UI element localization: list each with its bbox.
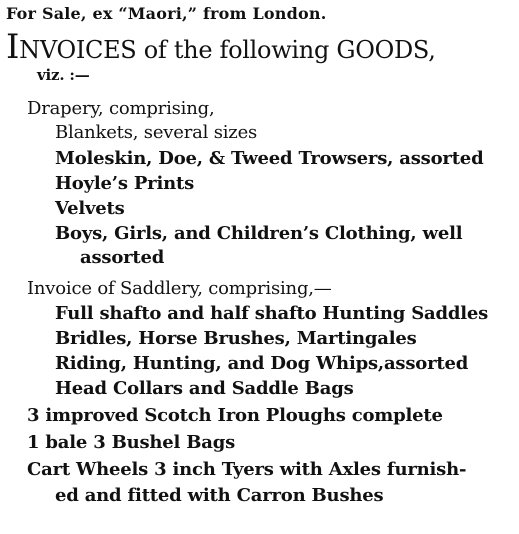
title-text: NVOICES of the following GOODS,	[19, 36, 436, 64]
drapery-item: Blankets, several sizes	[55, 122, 258, 143]
goods-item: 3 improved Scotch Iron Ploughs complete	[27, 405, 443, 426]
saddlery-item: Riding, Hunting, and Dog Whips,assorted	[55, 353, 469, 374]
advert-heading: For Sale, ex “Maori,” from London.	[6, 4, 327, 23]
viz-label: viz. :—	[37, 66, 90, 84]
drapery-item: Hoyle’s Prints	[55, 173, 195, 194]
goods-item-continued: ed and fitted with Carron Bushes	[55, 485, 384, 506]
saddlery-item: Head Collars and Saddle Bags	[55, 378, 354, 399]
saddlery-heading: Invoice of Saddlery, comprising,—	[27, 278, 332, 299]
drapery-heading: Drapery, comprising,	[27, 98, 215, 119]
advert-title	[6, 27, 436, 67]
drapery-item: Moleskin, Doe, & Tweed Trowsers, assorted	[55, 148, 484, 169]
saddlery-item: Full shafto and half shafto Hunting Saddles	[55, 303, 489, 324]
drapery-item-continued: assorted	[80, 247, 165, 268]
title-dropcap: I	[6, 27, 20, 67]
drapery-item: Velvets	[55, 198, 125, 219]
drapery-item: Boys, Girls, and Children’s Clothing, well	[55, 223, 463, 244]
goods-item: 1 bale 3 Bushel Bags	[27, 432, 236, 453]
saddlery-item: Bridles, Horse Brushes, Martingales	[55, 328, 417, 349]
goods-item: Cart Wheels 3 inch Tyers with Axles furnish-	[27, 459, 467, 480]
